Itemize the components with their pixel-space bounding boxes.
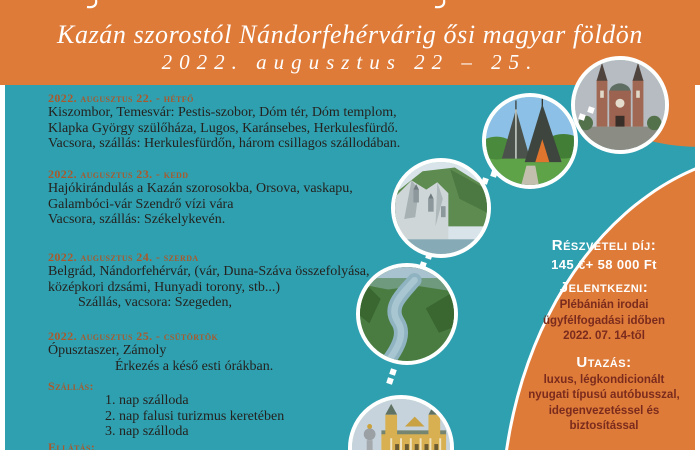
baroque-square-statue-photo [348, 395, 454, 450]
apply-label: Jelentkezni: [559, 279, 649, 296]
meals-heading-clipped: Ellátás: [48, 439, 96, 450]
day-line: Kiszombor, Temesvár: Pestis-szobor, Dóm tér, Dóm templom, [48, 105, 397, 120]
banner-dates: 2022. augusztus 22 – 25. [161, 50, 539, 74]
accommodation-item: 3. nap szálloda [105, 424, 189, 439]
day-heading: 2022. augusztus 25. - csütörtök [48, 329, 219, 343]
apply-line: ügyfélfogadási időben [542, 314, 666, 327]
travel-line: luxus, légkondicionált [543, 373, 665, 386]
tent-churches-illustration [486, 97, 574, 185]
gorge-illustration [360, 267, 454, 361]
info-panel [508, 236, 700, 435]
travel-label: Utazás: [576, 353, 632, 371]
day-heading: 2022. augusztus 22. - hétfő [48, 91, 194, 105]
accommodation-item: 2. nap falusi turizmus keretében [105, 408, 285, 424]
travel-line: nyugati típusú autóbusszal, [528, 389, 680, 401]
day-line: Belgrád, Nándorfehérvár, (vár, Duna-Száva összefolyása, [48, 264, 370, 279]
day-line: Ópusztaszer, Zámoly [48, 343, 167, 358]
travel-line: biztosítással [569, 420, 639, 432]
travel-line: idegenvezetéssel és [548, 404, 660, 417]
right-page-margin [695, 85, 700, 450]
day-heading: 2022. augusztus 23. - kedd [48, 167, 189, 181]
itinerary-day-3 [48, 251, 370, 311]
clipped-title-fragment [0, 0, 700, 10]
accommodation-heading: Szállás: [48, 379, 94, 393]
accommodation-item: 1. nap szálloda [105, 393, 189, 408]
fortress-illustration [395, 162, 487, 254]
apply-line: 2022. 07. 14-től [563, 330, 645, 342]
baroque-square-illustration [352, 399, 450, 450]
connector-dot [425, 252, 433, 260]
day-line: Vacsora, szállás: Székelykevén. [48, 212, 226, 227]
left-page-margin [0, 85, 5, 450]
day-line: Vacsora, szállás: Herkulesfürdőn, három csillagos szállodában. [48, 136, 401, 151]
connector-dot [386, 377, 394, 385]
fee-value: 145 €+ 58 000 Ft [551, 257, 657, 272]
day-heading: 2022. augusztus 24. - szerda [48, 250, 199, 264]
itinerary-day-2 [48, 168, 353, 228]
twin-spire-cathedral-photo [571, 56, 669, 154]
day-line: Szállás, vacsora: Szegeden, [78, 295, 232, 310]
day-line: Klapka György szülőháza, Lugos, Karánsebes, Herkulesfürdő. [48, 120, 399, 136]
cliff-fortress-photo [391, 158, 491, 258]
cathedral-illustration [575, 60, 665, 150]
day-line: Hajókirándulás a Kazán szorosokba, Orsova, vaskapu, [48, 181, 353, 196]
danube-gorge-aerial-photo [356, 263, 458, 365]
itinerary-day-1 [48, 92, 400, 152]
connector-dot [490, 170, 498, 178]
itinerary-day-4 [48, 330, 273, 374]
day-line: Galambóci-vár Szendrő vízi vára [48, 196, 234, 212]
fee-label: Részvételi díj: [551, 237, 657, 254]
day-line: Érkezés a késő esti órákban. [115, 358, 274, 374]
day-line: középkori dzsámi, Hunyadi torony, stb...) [48, 279, 280, 295]
connector-dot [389, 368, 397, 376]
banner-title: Kazán szorostól Nándorfehérvárig ősi magyar földön [57, 20, 643, 49]
apply-line: Plébánián irodai [559, 299, 649, 311]
accommodation-section [48, 380, 284, 450]
